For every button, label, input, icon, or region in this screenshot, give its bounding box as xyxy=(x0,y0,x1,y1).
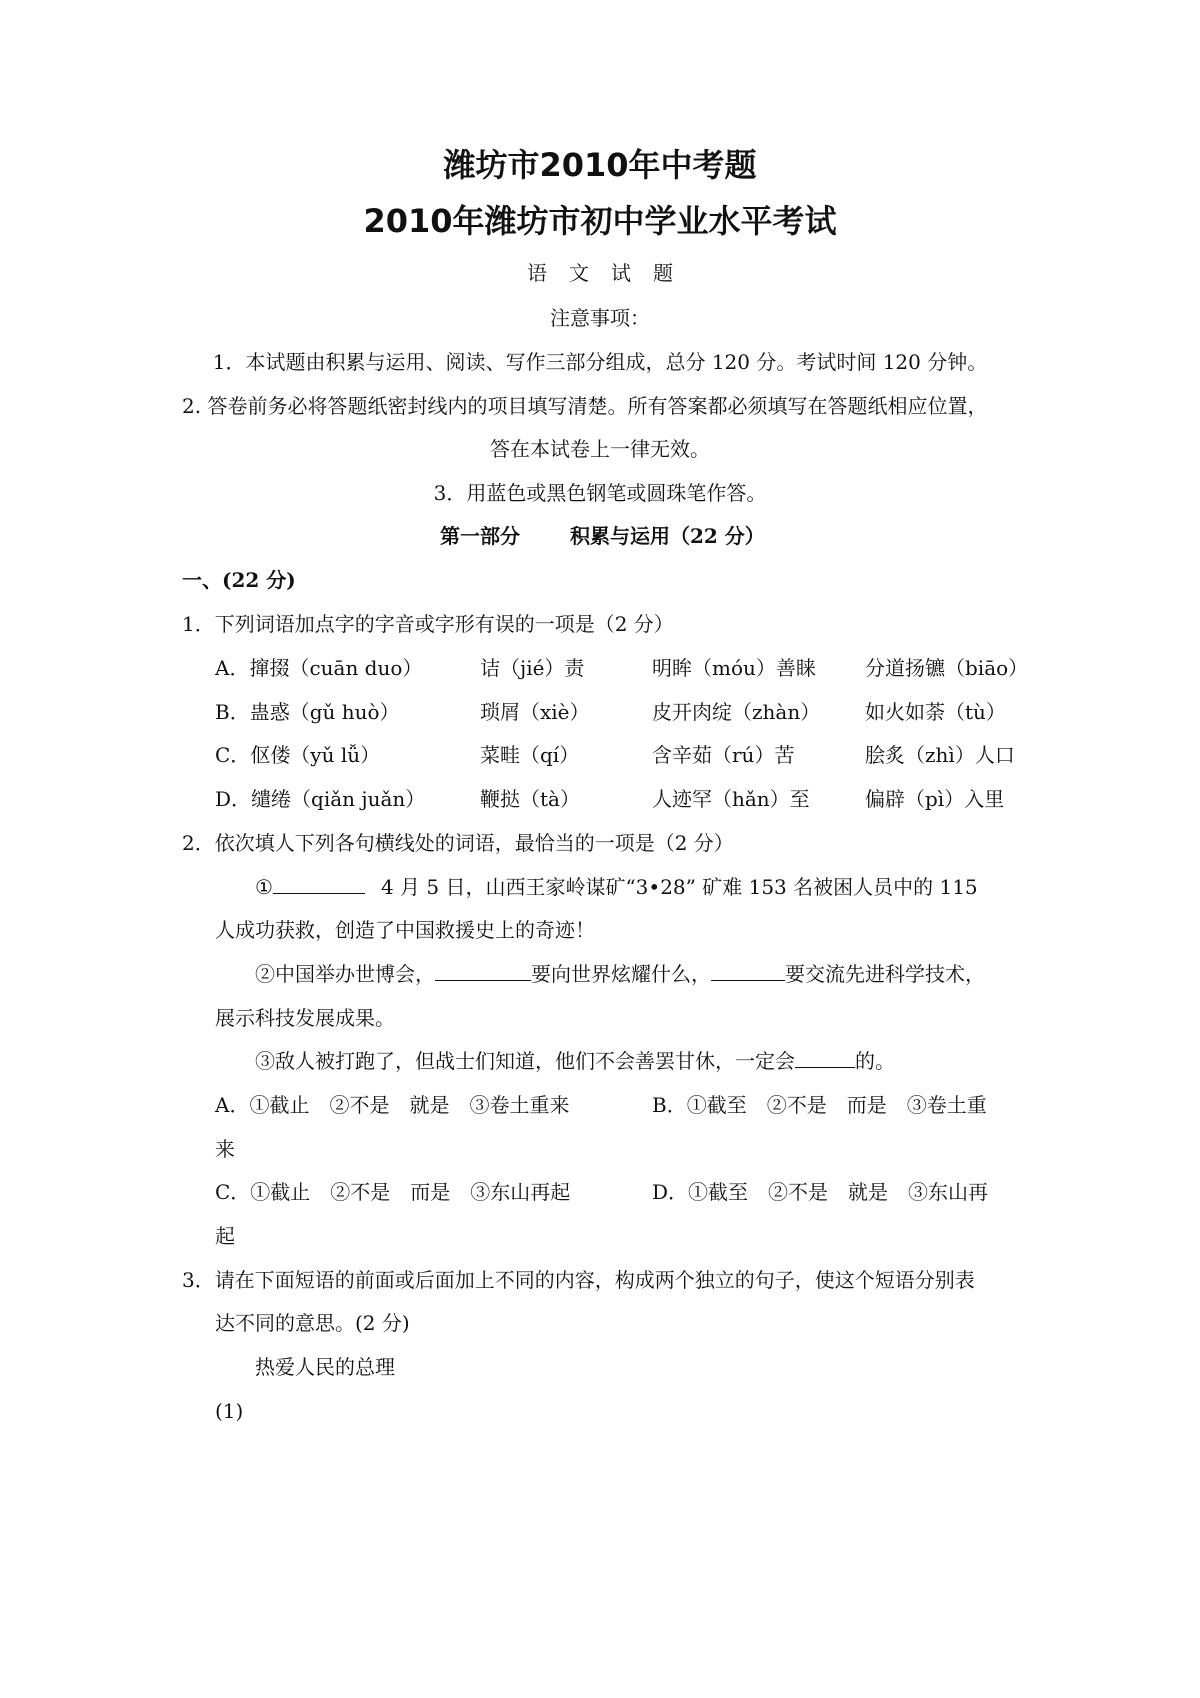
q2-s1-text: 4 月 5 日，山西王家岭谋矿“3•28” 矿难 153 名被困人员中的 115 xyxy=(380,875,978,899)
q1-row-a-col-1: A．撺掇（cuān duo） xyxy=(215,656,423,680)
q1-row-c-col-2: 菜畦（qí） xyxy=(480,743,580,767)
q2-option-a: A．①截止 ②不是 就是 ③卷土重来 xyxy=(215,1093,570,1117)
page-title: 潍坊市2010年中考题 xyxy=(443,146,757,184)
q2-sentence-3 xyxy=(255,1047,895,1075)
q1-row-a-col-3: 明眸（móu）善睐 xyxy=(652,656,816,680)
note-2-line-2: 答在本试卷上一律无效。 xyxy=(490,437,710,461)
q2-option-d: D．①截至 ②不是 就是 ③东山再 xyxy=(652,1180,989,1204)
q3-answer-1-label: (1) xyxy=(215,1399,244,1423)
q1-row-d-col-3: 人迹罕（hǎn）至 xyxy=(652,787,810,811)
q2-blank-3 xyxy=(711,960,785,981)
part-1-label: 第一部分 xyxy=(440,524,520,548)
note-2-line-1: 2. 答卷前务必将答题纸密封线内的项目填写清楚。所有答案都必须填写在答题纸相应位置， xyxy=(182,394,988,418)
q2-blank-1 xyxy=(273,873,365,894)
q3-phrase: 热爱人民的总理 xyxy=(255,1355,395,1379)
question-2-stem: 2．依次填人下列各句横线处的词语，最恰当的一项是（2 分） xyxy=(182,831,734,855)
note-1: 1．本试题由积累与运用、阅读、写作三部分组成，总分 120 分。考试时间 120 分钟。 xyxy=(212,350,988,374)
note-3: 3．用蓝色或黑色钢笔或圆珠笔作答。 xyxy=(433,481,767,505)
q2-s3-suffix: 的。 xyxy=(855,1049,895,1073)
q1-row-b-col-4: 如火如荼（tù） xyxy=(865,700,1006,724)
q2-blank-4 xyxy=(795,1047,855,1068)
q1-row-c-col-1: C．伛偻（yǔ lǚ） xyxy=(215,743,381,767)
q2-sentence-2-line-2: 展示科技发展成果。 xyxy=(215,1006,395,1030)
q1-row-c-col-3: 含辛茹（rú）苦 xyxy=(652,743,795,767)
q1-row-d-col-4: 偏辟（pì）入里 xyxy=(865,787,1005,811)
q2-s2-middle: 要向世界炫耀什么， xyxy=(531,962,711,986)
q1-row-d-col-2: 鞭挞（tà） xyxy=(480,787,580,811)
question-3-stem-line-2: 达不同的意思。(2 分) xyxy=(215,1311,410,1335)
q2-s2-prefix: ②中国举办世博会， xyxy=(255,962,435,986)
q2-s1-prefix: ① xyxy=(255,875,273,899)
q1-row-a-col-2: 诘（jié）责 xyxy=(480,656,585,680)
exam-subtitle: 2010年潍坊市初中学业水平考试 xyxy=(363,202,837,240)
q1-row-b-col-3: 皮开肉绽（zhàn） xyxy=(652,700,821,724)
q1-row-c-col-4: 脍炙（zhì）人口 xyxy=(865,743,1015,767)
q1-row-d-col-1: D．缱绻（qiǎn juǎn） xyxy=(215,787,426,811)
q2-s3-prefix: ③敌人被打跑了，但战士们知道，他们不会善罢甘休，一定会 xyxy=(255,1049,795,1073)
q2-sentence-2-line-1 xyxy=(255,960,985,988)
question-1-stem: 1．下列词语加点字的字音或字形有误的一项是（2 分） xyxy=(182,612,674,636)
q2-sentence-1-line-1 xyxy=(255,873,978,901)
q2-blank-2 xyxy=(435,960,531,981)
part-1-title: 积累与运用（22 分） xyxy=(570,524,765,548)
notes-heading: 注意事项： xyxy=(550,306,650,330)
q2-option-c: C．①截止 ②不是 而是 ③东山再起 xyxy=(215,1180,571,1204)
q1-row-a-col-4: 分道扬镳（biāo） xyxy=(865,656,1029,680)
section-1-heading: 一、(22 分) xyxy=(182,568,296,592)
subject-heading: 语文试题 xyxy=(527,261,695,285)
q2-option-b-wrap: 来 xyxy=(215,1137,235,1161)
q2-option-b: B．①截至 ②不是 而是 ③卷土重 xyxy=(652,1093,987,1117)
q2-s2-suffix: 要交流先进科学技术， xyxy=(785,962,985,986)
q1-row-b-col-1: B．蛊惑（gǔ huò） xyxy=(215,700,400,724)
question-3-stem-line-1: 3．请在下面短语的前面或后面加上不同的内容，构成两个独立的句子，使这个短语分别表 xyxy=(182,1268,975,1292)
q2-sentence-1-line-2: 人成功获救，创造了中国救援史上的奇迹！ xyxy=(215,918,595,942)
q1-row-b-col-2: 琐屑（xiè） xyxy=(480,700,590,724)
q2-option-d-wrap: 起 xyxy=(215,1224,235,1248)
